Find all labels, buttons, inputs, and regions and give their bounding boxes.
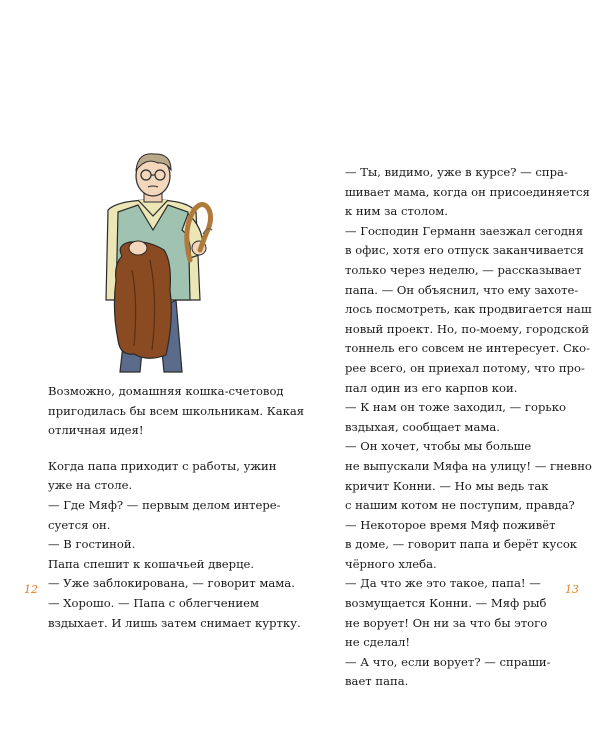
text-line: Когда папа приходит с работы, ужин <box>48 458 277 473</box>
text-line: чёрного хлеба. <box>345 556 437 571</box>
text-line: — А что, если ворует? — спраши- <box>345 654 551 669</box>
text-line: вздыхает. И лишь затем снимает куртку. <box>48 615 301 630</box>
text-line: с нашим котом не поступим, правда? <box>345 498 575 513</box>
text-line: — В гостиной. <box>48 537 136 552</box>
text-line: — Ты, видимо, уже в курсе? — спра- <box>345 165 568 179</box>
text-line: вает папа. <box>345 674 409 689</box>
text-line: новый проект. Но, по-моему, городской <box>345 321 590 336</box>
text-line: пал один из его карпов кои. <box>345 380 518 395</box>
paragraph-gap <box>48 441 304 457</box>
text-line: суется он. <box>48 517 111 532</box>
text-line: уже на столе. <box>48 478 133 493</box>
text-line: тоннель его совсем не интересует. Ско- <box>345 341 590 356</box>
text-line: Папа спешит к кошачьей дверце. <box>48 556 255 571</box>
text-line: — К нам он тоже заходил, — горько <box>345 400 566 415</box>
right-page-text <box>345 163 592 692</box>
right-page-number: 13 <box>565 583 579 596</box>
text-line: Возможно, домашняя кошка-счетовод <box>48 384 284 398</box>
text-line: к ним за столом. <box>345 204 448 219</box>
text-line: шивает мама, когда он присоединяется <box>345 184 590 199</box>
text-line: лось посмотреть, как продвигается наш <box>345 302 592 317</box>
text-line: возмущается Конни. — Мяф рыб <box>345 596 547 611</box>
text-line: в доме, — говорит папа и берёт кусок <box>345 537 578 552</box>
text-line: — Уже заблокирована, — говорит мама. <box>48 576 295 591</box>
text-line: — Некоторое время Мяф поживёт <box>345 517 556 532</box>
text-line: — Хорошо. — Папа с облегчением <box>48 595 259 610</box>
text-line: — Где Мяф? — первым делом интере- <box>48 497 281 512</box>
text-line: только через неделю, — рассказывает <box>345 262 582 277</box>
text-line: — Он хочет, чтобы мы больше <box>345 439 532 454</box>
left-page-number: 12 <box>24 583 38 596</box>
text-line: отличная идея! <box>48 423 144 438</box>
text-line: папа. — Он объяснил, что ему захоте- <box>345 282 579 297</box>
text-line: — Господин Германн заезжал сегодня <box>345 223 584 238</box>
text-line: не ворует! Он ни за что бы этого <box>345 615 548 630</box>
text-line: рее всего, он приехал потому, что про- <box>345 360 585 375</box>
text-line: — Да что же это такое, папа! — <box>345 576 541 591</box>
text-line: не сделал! <box>345 635 411 650</box>
text-line: не выпускали Мяфа на улицу! — гневно <box>345 458 592 473</box>
text-line: кричит Конни. — Но мы ведь так <box>345 478 549 493</box>
left-page-text <box>48 382 304 633</box>
text-line: в офис, хотя его отпуск заканчивается <box>345 243 584 258</box>
man-holding-coat-illustration <box>78 150 228 375</box>
text-line: вздыхая, сообщает мама. <box>345 419 500 434</box>
text-line: пригодилась бы всем школьникам. Какая <box>48 403 305 418</box>
